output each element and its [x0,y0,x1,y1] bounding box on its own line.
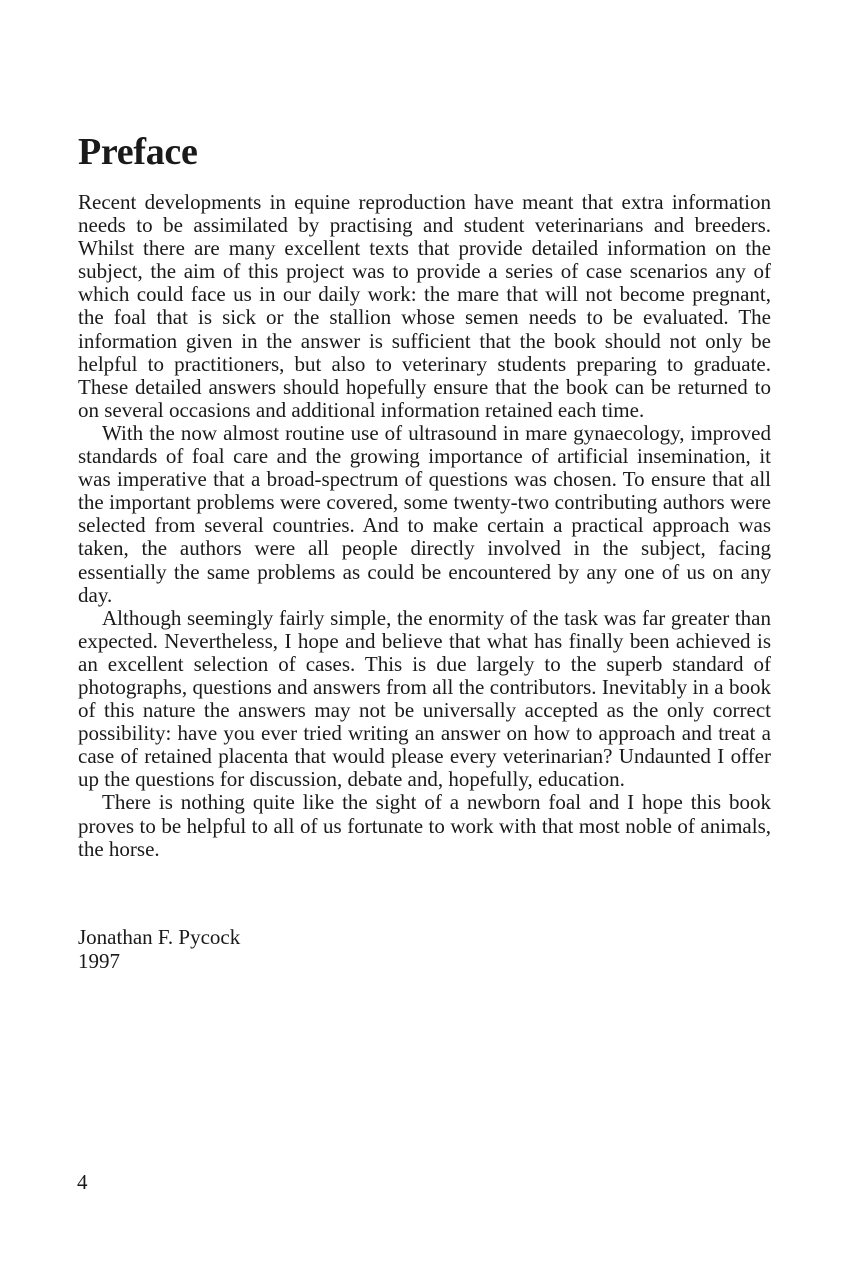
paragraph-1: Recent developments in equine reproduction have meant that extra information needs to be assimilated by practising and student veterinarians and breeders. Whilst there are many excellent texts that provide detailed information on the subject, the aim of this project was to provide a series of case scenarios any of which could face us in our daily work: the mare that will not become pregnant, the foal that is sick or the stallion whose semen needs to be evaluated. The information given in the answer is sufficient that the book should not only be helpful to practitioners, but also to veterinary students preparing to graduate. These detailed answers should hopefully ensure that the book can be returned to on several occasions and additional information retained each time. [78,190,771,422]
signature-year: 1997 [78,948,120,973]
paragraph-2: With the now almost routine use of ultrasound in mare gynaecology, improved standards of foal care and the growing importance of artificial insemination, it was imperative that a broad-spectrum of questions was chosen. To ensure that all the important problems were covered, some twenty-two contributing authors were selected from several countries. And to make certain a practical approach was taken, the authors were all people directly involved in the subject, facing essentially the same problems as could be encountered by any one of us on any day. [78,420,771,607]
page-title: Preface [78,131,198,173]
author-name: Jonathan F. Pycock [78,925,241,949]
paragraph-4: There is nothing quite like the sight of a newborn foal and I hope this book proves to be helpful to all of us fortunate to work with that most noble of animals, the horse. [78,790,771,861]
preface-body [78,191,771,861]
page-number: 4 [77,1170,88,1194]
signature-block [78,926,240,973]
paragraph-3: Although seemingly fairly simple, the enormity of the task was far greater than expected. Nevertheless, I hope and believe that what has finally been achieved is an excellent selection of cases. This is due largely to the superb standard of photographs, questions and answers from all the contributors. Inevitably in a book of this nature the answers may not be universally accepted as the only correct possibility: have you ever tried writing an answer on how to approach and treat a case of retained placenta that would please every veterinarian? Undaunted I offer up the questions for discussion, debate and, hopefully, education. [78,605,771,792]
